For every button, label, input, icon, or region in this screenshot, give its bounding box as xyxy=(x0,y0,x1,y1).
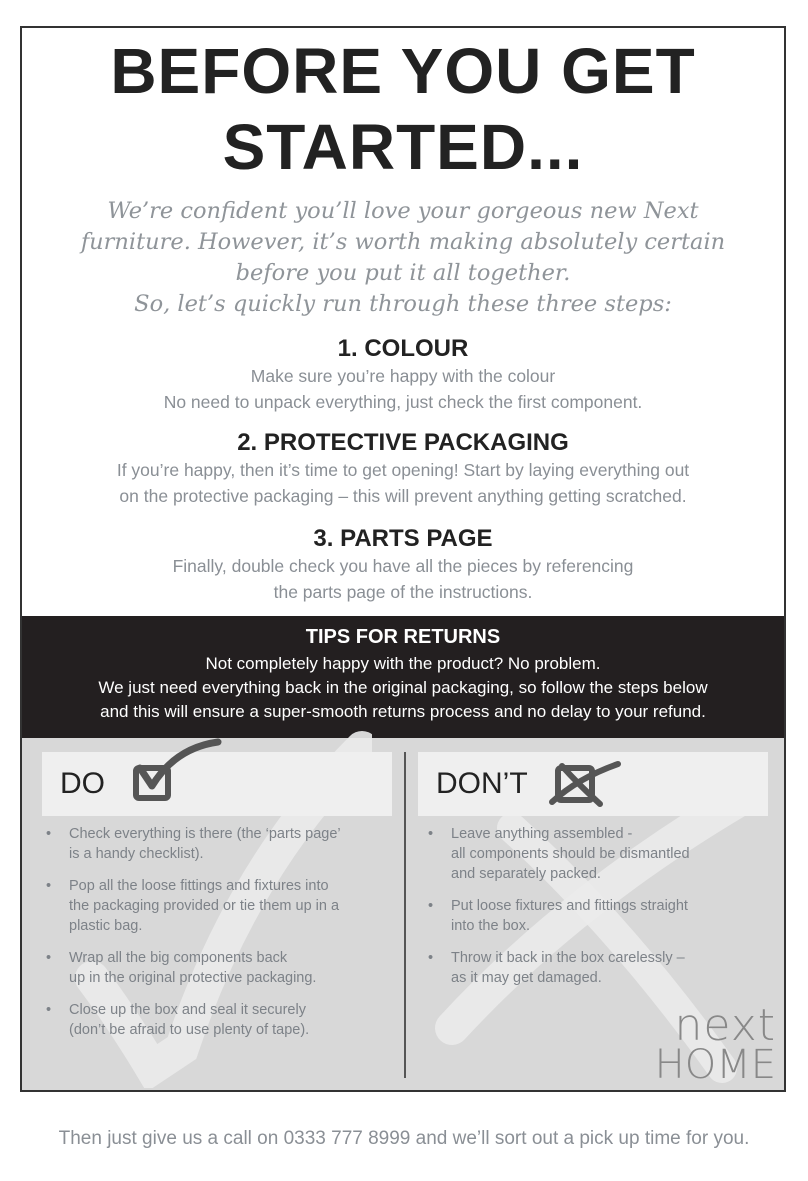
checked-box-icon xyxy=(130,738,226,810)
intro-line: We’re confident you’ll love your gorgeous new Next xyxy=(107,198,699,224)
tips-line: We just need everything back in the original packaging, so follow the steps below xyxy=(98,678,708,697)
do-header xyxy=(42,752,392,816)
step-3-body xyxy=(22,553,784,605)
step-line: Make sure you’re happy with the colour xyxy=(250,366,556,386)
do-item: • Pop all the loose fittings and fixtures into the packaging provided or tie them up in a plastic bag. xyxy=(46,878,340,934)
do-item: • Check everything is there (the ‘parts page’ is a handy checklist). xyxy=(46,826,341,862)
dont-header xyxy=(418,752,768,816)
step-2-body xyxy=(22,457,784,509)
step-3-heading: 3. PARTS PAGE xyxy=(313,525,493,552)
intro-line: before you put it all together. xyxy=(235,260,571,286)
leaflet-frame xyxy=(20,26,786,1092)
tips-for-returns-band xyxy=(22,616,784,738)
do-dont-panel xyxy=(22,738,784,1092)
dont-item: • Leave anything assembled - all components should be dismantled and separately packed. xyxy=(428,826,690,882)
logo-next: next xyxy=(674,1000,776,1051)
do-list xyxy=(42,824,397,1052)
do-item: • Wrap all the big components back up in the original protective packaging. xyxy=(46,950,317,986)
dont-item: • Put loose fixtures and fittings straight into the box. xyxy=(428,898,688,934)
step-line: No need to unpack everything, just check the first component. xyxy=(163,392,643,412)
page-title-line-2: STARTED... xyxy=(222,111,584,183)
page-title-line-1: BEFORE YOU GET xyxy=(110,35,696,107)
tips-line: Not completely happy with the product? No problem. xyxy=(205,654,601,673)
step-line: on the protective packaging – this will prevent anything getting scratched. xyxy=(119,486,687,506)
step-2-heading: 2. PROTECTIVE PACKAGING xyxy=(237,429,569,456)
intro-line: furniture. However, it’s worth making absolutely certain xyxy=(80,229,726,255)
next-home-logo xyxy=(654,1000,776,1088)
do-item: • Close up the box and seal it securely (don’t be afraid to use plenty of tape). xyxy=(46,1002,310,1038)
step-line: If you’re happy, then it’s time to get opening! Start by laying everything out xyxy=(116,460,690,480)
intro-text xyxy=(22,196,784,320)
footer-contact-text: Then just give us a call on 0333 777 8999 and we’ll sort out a pick up time for you. xyxy=(58,1128,750,1149)
dont-item: • Throw it back in the box carelessly – as it may get damaged. xyxy=(428,950,685,986)
step-line: the parts page of the instructions. xyxy=(273,582,533,602)
intro-line: So, let’s quickly run through these three steps: xyxy=(134,291,672,317)
do-label: DO xyxy=(60,767,105,800)
tips-line: and this will ensure a super-smooth returns process and no delay to your refund. xyxy=(100,702,706,721)
logo-home: HOME xyxy=(654,1042,776,1088)
crossed-box-icon xyxy=(548,758,628,810)
dont-list xyxy=(424,824,779,1000)
step-line: Finally, double check you have all the pieces by referencing xyxy=(172,556,634,576)
step-1-body xyxy=(22,363,784,415)
column-divider xyxy=(404,752,406,1078)
tips-heading: TIPS FOR RETURNS xyxy=(305,626,501,648)
dont-label: DON’T xyxy=(436,767,528,800)
step-1-heading: 1. COLOUR xyxy=(337,335,469,362)
